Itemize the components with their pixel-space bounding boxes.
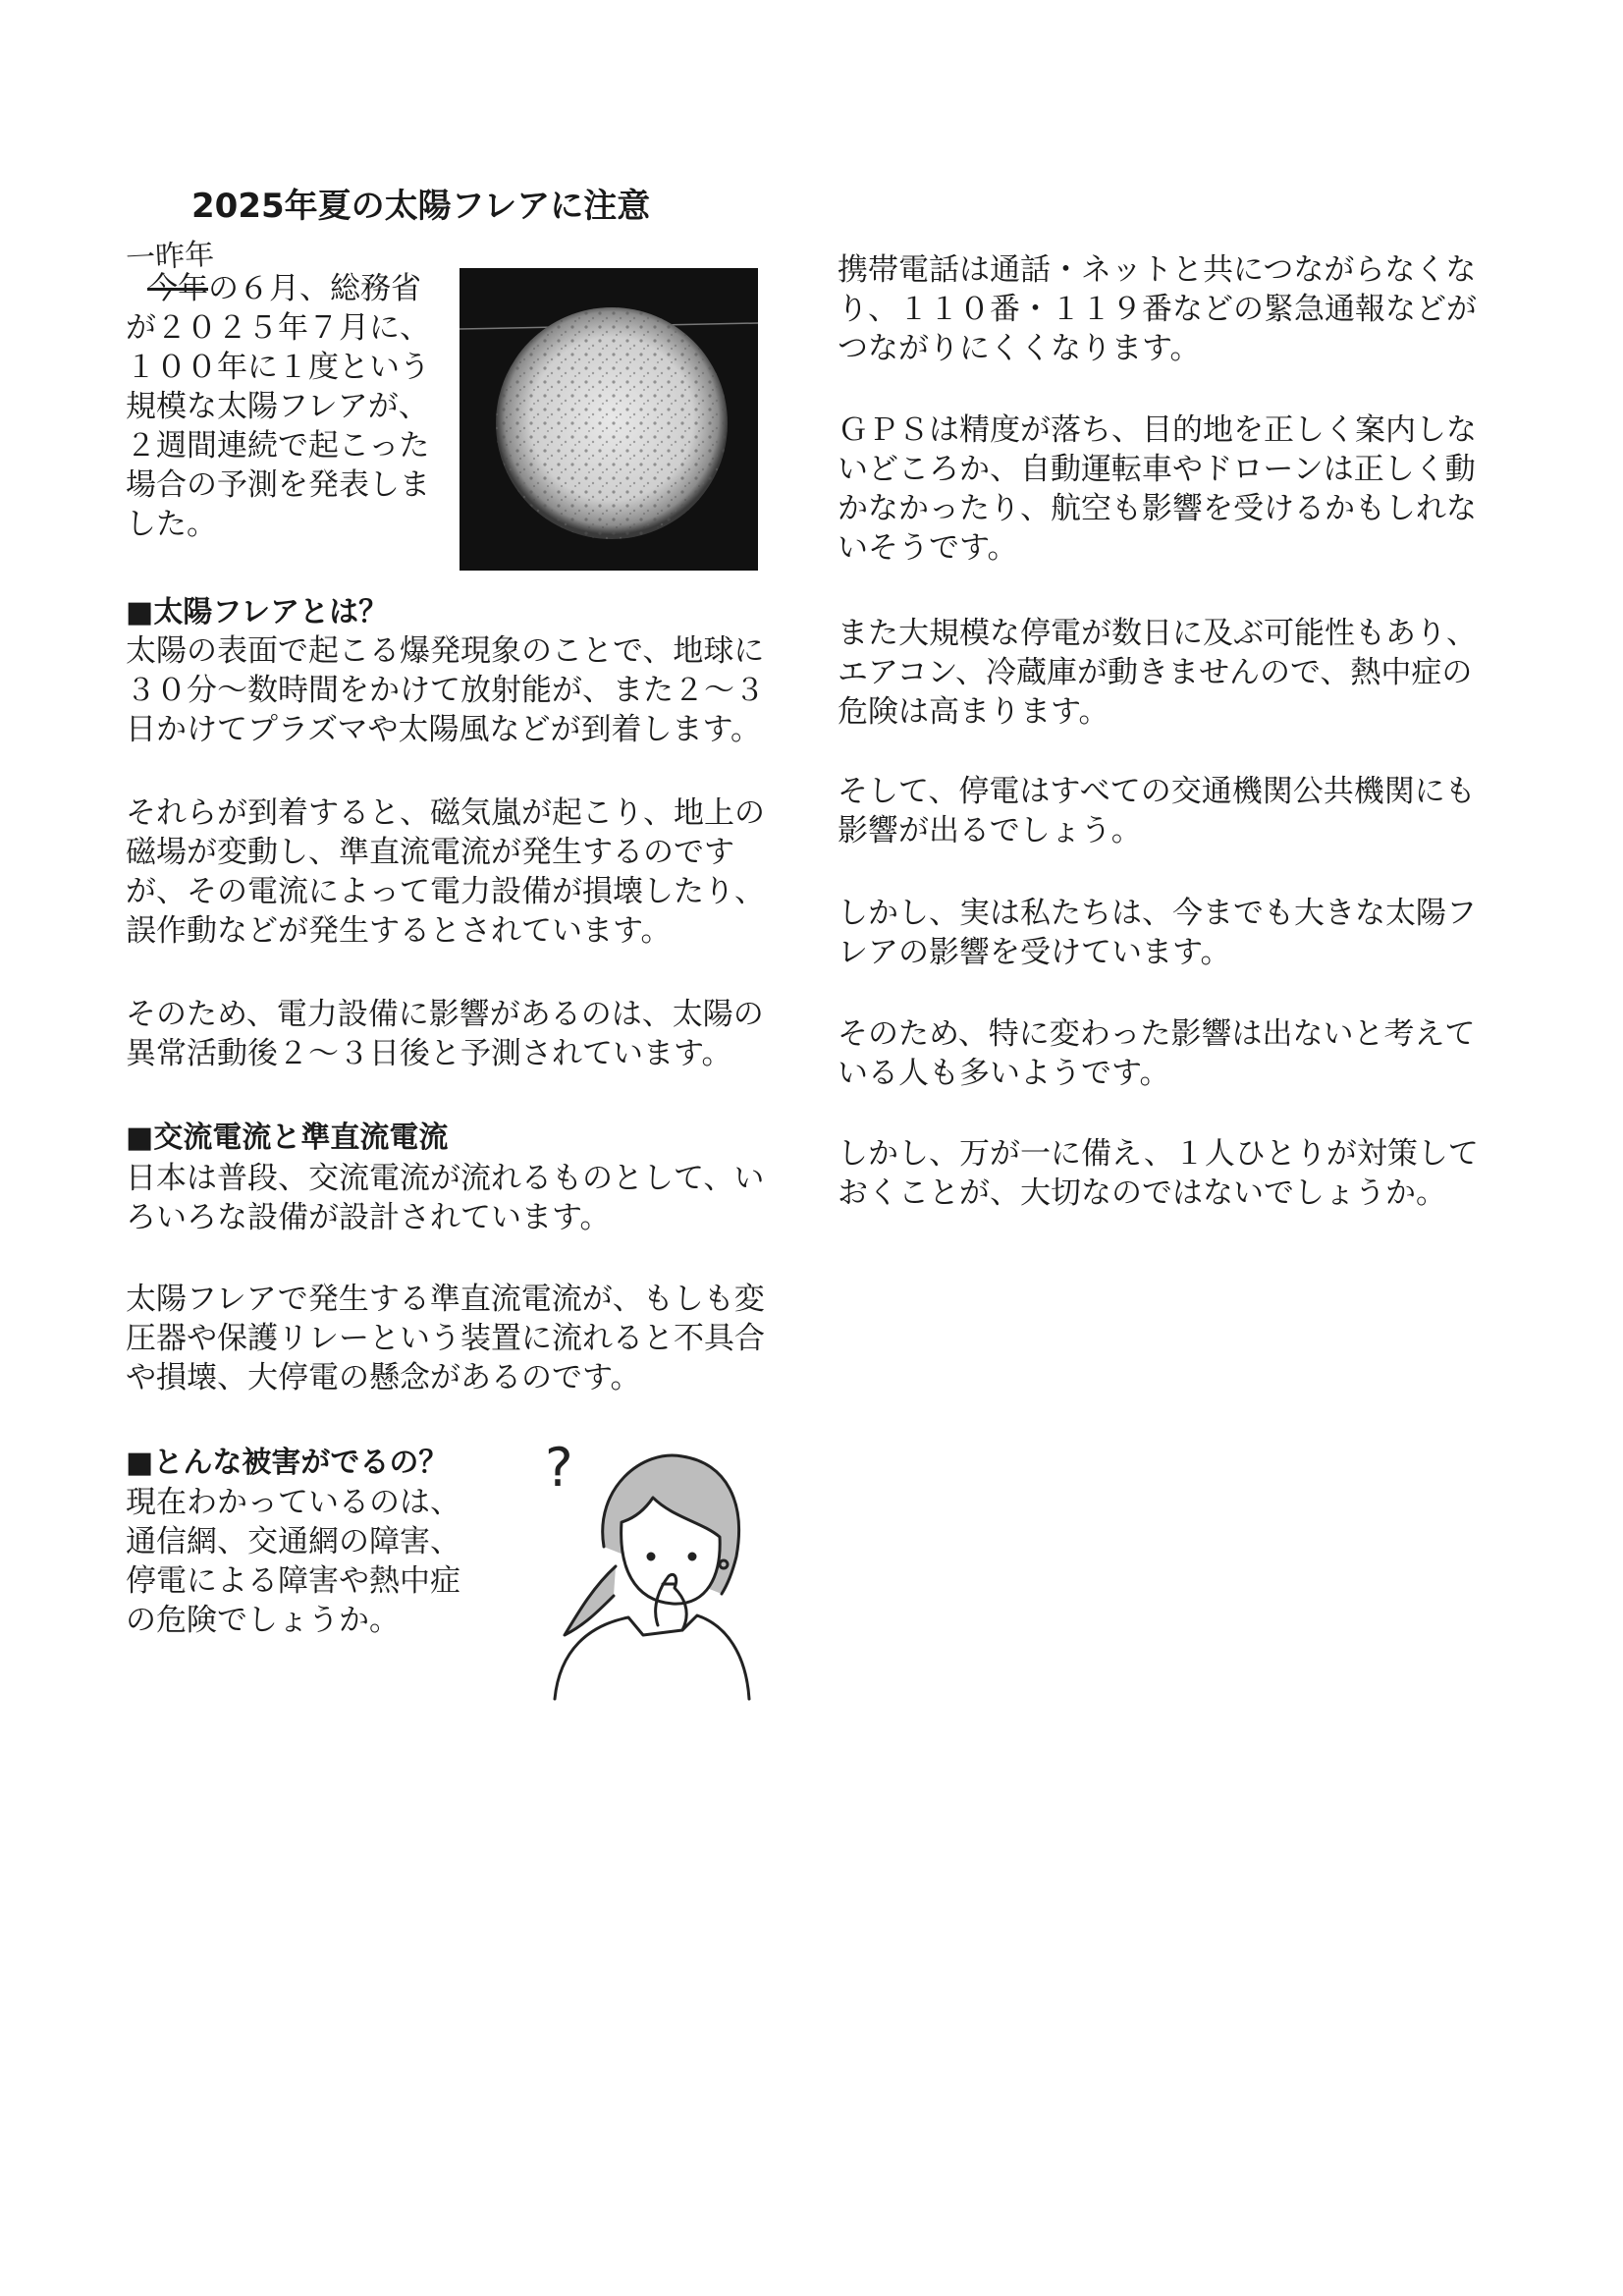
sun-photo	[460, 268, 758, 571]
right-paragraph-1: 携帯電話は通話・ネットと共につながらなくな り、１１０番・１１９番などの緊急通報などが つながりにくくなります。	[838, 252, 1477, 366]
intro-line: 規模な太陽フレアが、	[126, 389, 429, 424]
intro-paragraph	[126, 269, 430, 544]
section1-paragraph-2: それらが到着すると、磁気嵐が起こり、地上の 磁場が変動し、準直流電流が発生するのです が、その電流によって電力設備が損壊したり、 誤作動などが発生するとされています。	[126, 795, 765, 949]
section-heading-ac-dc: ■交流電流と準直流電流	[126, 1121, 449, 1155]
intro-line: ２週間連続で起こった	[126, 428, 430, 464]
section2-paragraph-1: 日本は普段、交流電流が流れるものとして、い ろいろな設備が設計されています。	[126, 1161, 765, 1235]
right-paragraph-7: しかし、万が一に備え、１人ひとりが対策して おくことが、大切なのではないでしょうか。	[838, 1136, 1479, 1211]
intro-line: 場合の予測を発表しま	[126, 467, 430, 503]
section1-paragraph-3: そのため、電力設備に影響があるのは、太陽の 異常活動後２〜３日後と予測されています。	[126, 997, 764, 1071]
right-paragraph-6: そのため、特に変わった影響は出ないと考えて いる人も多いようです。	[838, 1016, 1476, 1091]
struck-word: 今年	[147, 271, 208, 306]
thinking-woman-illustration	[535, 1429, 766, 1704]
section-heading-solar-flare: ■太陽フレアとは？	[126, 595, 389, 629]
intro-line: が２０２５年７月に、	[126, 310, 430, 346]
intro-line: １００年に１度という	[126, 350, 430, 385]
section3-paragraph-1: 現在わかっているのは、 通信網、交通網の障害、 停電による障害や熱中症 の危険でしょうか。	[126, 1485, 460, 1638]
sun-image	[460, 268, 758, 571]
right-paragraph-5: しかし、実は私たちは、今までも大きな太陽フ レアの影響を受けています。	[838, 896, 1477, 970]
section-heading-damage: ■とんな被害がでるの？	[126, 1446, 449, 1480]
right-paragraph-3: また大規模な停電が数日に及ぶ可能性もあり、 エアコン、冷蔵庫が動きませんので、熱中症の 危険は高まります。	[838, 616, 1477, 730]
question-mark-icon: ?	[545, 1437, 573, 1499]
section1-paragraph-1: 太陽の表面で起こる爆発現象のことで、地球に ３０分〜数時間をかけて放射能が、また２〜３ 日かけてプラズマや太陽風などが到着します。	[126, 633, 765, 747]
section2-paragraph-2: 太陽フレアで発生する準直流電流が、もしも変 圧器や保護リレーという装置に流れると不具合 や損壊、大停電の懸念があるのです。	[126, 1282, 765, 1395]
right-paragraph-2: ＧＰＳは精度が落ち、目的地を正しく案内しな いどころか、自動運転車やドローンは正しく動 かなかったり、航空も影響を受けるかもしれな いそうです。	[838, 412, 1477, 566]
handwritten-correction: 一昨年	[125, 237, 216, 277]
intro-line: した。	[126, 507, 217, 542]
right-paragraph-4: そして、停電はすべての交通機関公共機関にも 影響が出るでしょう。	[838, 774, 1476, 848]
intro-line-1: 今年の６月、総務省	[147, 271, 421, 306]
page-title: 2025年夏の太陽フレアに注意	[191, 187, 651, 226]
